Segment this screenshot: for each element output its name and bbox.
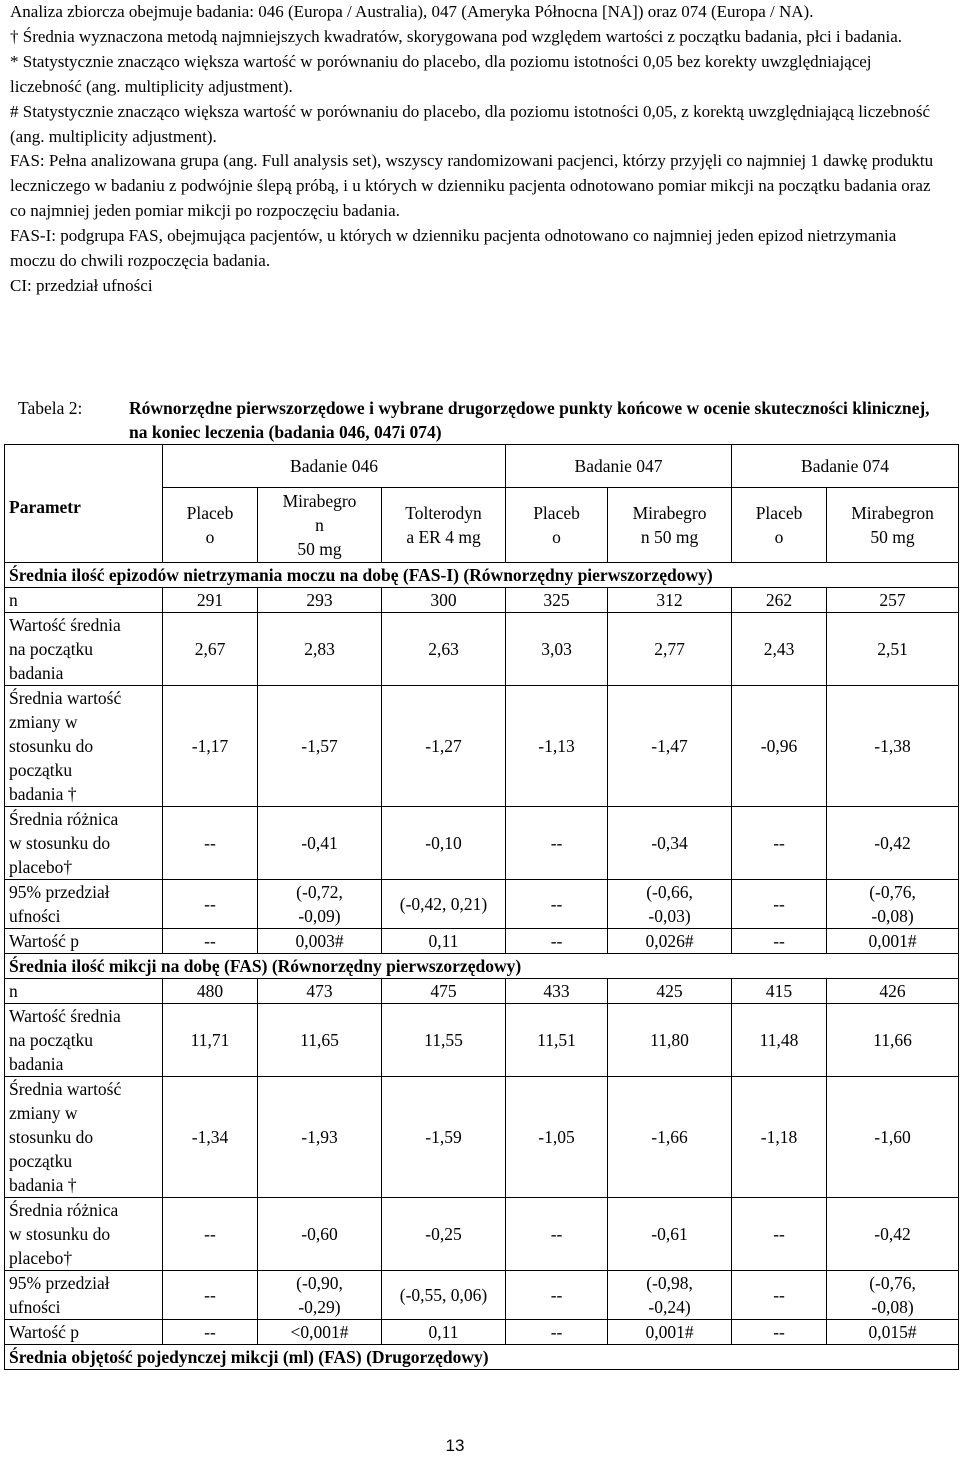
footnotes: [10, 0, 945, 299]
table-cell: -0,41: [258, 807, 382, 880]
row-label: Średnia różnica w stosunku do placebo†: [5, 1198, 163, 1271]
table-cell: 11,55: [382, 1004, 506, 1077]
table-cell: 11,66: [827, 1004, 959, 1077]
table-caption-text: Równorzędne pierwszorzędowe i wybrane drugorzędowe punkty końcowe w ocenie skuteczności klinicznej, na koniec leczenia (badania 046, 047i 074): [129, 398, 930, 442]
table-row: [5, 929, 959, 954]
table-caption-label: Tabela 2:: [18, 398, 83, 418]
table-cell: -1,47: [608, 686, 732, 807]
table-cell: --: [506, 1271, 608, 1320]
table-cell: 2,67: [163, 613, 258, 686]
row-label: n: [5, 979, 163, 1004]
row-label: Średnia różnica w stosunku do placebo†: [5, 807, 163, 880]
row-label: n: [5, 588, 163, 613]
section-header-row: [5, 1345, 959, 1370]
study-047-header: Badanie 047: [506, 445, 732, 488]
table-cell: -0,34: [608, 807, 732, 880]
table-cell: (-0,76, -0,08): [827, 1271, 959, 1320]
table-cell: 426: [827, 979, 959, 1004]
row-label: Wartość średnia na początku badania: [5, 1004, 163, 1077]
table-cell: <0,001#: [258, 1320, 382, 1345]
table-cell: 300: [382, 588, 506, 613]
table-cell: (-0,76, -0,08): [827, 880, 959, 929]
section-header-row: [5, 563, 959, 588]
table-cell: (-0,98, -0,24): [608, 1271, 732, 1320]
table-cell: 11,48: [732, 1004, 827, 1077]
row-label: Średnia wartość zmiany w stosunku do początku badania †: [5, 686, 163, 807]
col-header-047-placebo: Placeb o: [506, 488, 608, 563]
table-cell: 11,65: [258, 1004, 382, 1077]
table-cell: 2,83: [258, 613, 382, 686]
study-header-row: [5, 445, 959, 488]
col-header-046-mirabegron: Mirabegro n 50 mg: [258, 488, 382, 563]
table-cell: 425: [608, 979, 732, 1004]
col-header-047-mirabegron: Mirabegro n 50 mg: [608, 488, 732, 563]
table-cell: 11,71: [163, 1004, 258, 1077]
table-cell: 415: [732, 979, 827, 1004]
col-header-046-placebo: Placeb o: [163, 488, 258, 563]
table-cell: --: [732, 1320, 827, 1345]
col-header-074-placebo: Placeb o: [732, 488, 827, 563]
table-cell: 0,003#: [258, 929, 382, 954]
table-cell: --: [732, 929, 827, 954]
section-title: Średnia ilość epizodów nietrzymania moczu na dobę (FAS-I) (Równorzędny pierwszorzędowy): [5, 563, 959, 588]
table-cell: --: [506, 929, 608, 954]
row-label: Wartość p: [5, 929, 163, 954]
table-cell: 433: [506, 979, 608, 1004]
table-row: [5, 686, 959, 807]
col-header-046-tolterodine: Tolterodyn a ER 4 mg: [382, 488, 506, 563]
param-header: Parametr: [5, 445, 163, 563]
table-cell: --: [163, 807, 258, 880]
table-row: [5, 1004, 959, 1077]
table-cell: -0,61: [608, 1198, 732, 1271]
table-cell: --: [732, 807, 827, 880]
table-cell: 3,03: [506, 613, 608, 686]
footnote-pooled-analysis: Analiza zbiorcza obejmuje badania: 046 (Europa / Australia), 047 (Ameryka Północna [NA]) oraz 074 (Europa / NA).: [10, 2, 814, 21]
table-cell: 0,001#: [827, 929, 959, 954]
table-cell: 2,51: [827, 613, 959, 686]
table-cell: -1,59: [382, 1077, 506, 1198]
table-cell: 291: [163, 588, 258, 613]
table-cell: --: [506, 1320, 608, 1345]
table-cell: --: [163, 929, 258, 954]
table-cell: -0,60: [258, 1198, 382, 1271]
table-cell: --: [732, 880, 827, 929]
row-label: 95% przedział ufności: [5, 880, 163, 929]
table-cell: -0,96: [732, 686, 827, 807]
results-table: [4, 444, 959, 1370]
footnote-dagger: † Średnia wyznaczona metodą najmniejszych kwadratów, skorygowana pod względem wartości z początku badania, płci i badania.: [10, 26, 903, 46]
table-cell: 11,80: [608, 1004, 732, 1077]
table-row: [5, 1198, 959, 1271]
table-cell: --: [163, 1271, 258, 1320]
footnote-asterisk: * Statystycznie znacząco większa wartość w porównaniu do placebo, dla poziomu istotności 0,05 bez korekty uwzględniającej liczebność (ang. multiplicity adjustment).: [10, 51, 872, 96]
table-cell: 0,11: [382, 929, 506, 954]
footnote-fas-i: FAS-I: podgrupa FAS, obejmująca pacjentów, u których w dzienniku pacjenta odnotowano co najmniej jeden epizod nietrzymania moczu do chwili rozpoczęcia badania.: [10, 226, 897, 271]
row-label: Wartość średnia na początku badania: [5, 613, 163, 686]
study-074-header: Badanie 074: [732, 445, 959, 488]
row-label: Wartość p: [5, 1320, 163, 1345]
table-cell: 2,63: [382, 613, 506, 686]
table-cell: --: [506, 1198, 608, 1271]
table-cell: -1,60: [827, 1077, 959, 1198]
footnote-fas: FAS: Pełna analizowana grupa (ang. Full analysis set), wszyscy randomizowani pacjenci, którzy przyjęli co najmniej 1 dawkę produktu leczniczego w badaniu z podwójnie ślepą próbą, i u których w dzienniku pacjenta odnotowano pomiar mikcji na początku badania oraz co najmniej jeden pomiar mikcji po rozpoczęciu badania.: [10, 151, 934, 221]
table-cell: 262: [732, 588, 827, 613]
table-cell: -0,42: [827, 807, 959, 880]
table-cell: (-0,55, 0,06): [382, 1271, 506, 1320]
col-header-074-mirabegron: Mirabegron 50 mg: [827, 488, 959, 563]
study-046-header: Badanie 046: [163, 445, 506, 488]
table-cell: --: [732, 1271, 827, 1320]
table-cell: 325: [506, 588, 608, 613]
table-cell: -1,27: [382, 686, 506, 807]
table-cell: -1,13: [506, 686, 608, 807]
table-cell: 293: [258, 588, 382, 613]
table-cell: -1,34: [163, 1077, 258, 1198]
table-cell: 0,026#: [608, 929, 732, 954]
section-title: Średnia ilość mikcji na dobę (FAS) (Równorzędny pierwszorzędowy): [5, 954, 959, 979]
table-cell: 0,001#: [608, 1320, 732, 1345]
table-cell: --: [163, 1198, 258, 1271]
table-cell: --: [506, 807, 608, 880]
table-cell: 0,11: [382, 1320, 506, 1345]
footnote-hash: # Statystycznie znacząco większa wartość w porównaniu do placebo, dla poziomu istotności 0,05, z korektą uwzględniającą liczebność (ang. multiplicity adjustment).: [10, 101, 931, 146]
table-cell: 0,015#: [827, 1320, 959, 1345]
table-row: [5, 880, 959, 929]
table-cell: -1,93: [258, 1077, 382, 1198]
table-cell: 312: [608, 588, 732, 613]
table-cell: -0,42: [827, 1198, 959, 1271]
table-cell: -1,38: [827, 686, 959, 807]
table-cell: -0,25: [382, 1198, 506, 1271]
table-caption: [18, 396, 938, 444]
section-header-row: [5, 954, 959, 979]
table-row: [5, 979, 959, 1004]
table-cell: -0,10: [382, 807, 506, 880]
table-cell: 11,51: [506, 1004, 608, 1077]
table-cell: -1,66: [608, 1077, 732, 1198]
row-label: Średnia wartość zmiany w stosunku do początku badania †: [5, 1077, 163, 1198]
table-cell: 2,77: [608, 613, 732, 686]
section-title: Średnia objętość pojedynczej mikcji (ml) (FAS) (Drugorzędowy): [5, 1345, 959, 1370]
table-row: [5, 1077, 959, 1198]
table-row: [5, 613, 959, 686]
table-cell: 480: [163, 979, 258, 1004]
table-cell: --: [163, 1320, 258, 1345]
row-label: 95% przedział ufności: [5, 1271, 163, 1320]
table-row: [5, 1271, 959, 1320]
table-cell: --: [506, 880, 608, 929]
table-cell: 475: [382, 979, 506, 1004]
table-cell: --: [732, 1198, 827, 1271]
table-cell: (-0,72, -0,09): [258, 880, 382, 929]
footnote-ci: CI: przedział ufności: [10, 275, 153, 295]
table-cell: -1,57: [258, 686, 382, 807]
results-table-body: [5, 445, 959, 1370]
table-cell: --: [163, 880, 258, 929]
table-cell: (-0,90, -0,29): [258, 1271, 382, 1320]
table-row: [5, 1320, 959, 1345]
table-cell: -1,18: [732, 1077, 827, 1198]
table-cell: -1,05: [506, 1077, 608, 1198]
table-cell: 2,43: [732, 613, 827, 686]
table-cell: (-0,42, 0,21): [382, 880, 506, 929]
table-row: [5, 807, 959, 880]
table-row: [5, 588, 959, 613]
page-number: 13: [445, 1436, 465, 1455]
table-cell: -1,17: [163, 686, 258, 807]
table-cell: 473: [258, 979, 382, 1004]
table-cell: (-0,66, -0,03): [608, 880, 732, 929]
table-cell: 257: [827, 588, 959, 613]
